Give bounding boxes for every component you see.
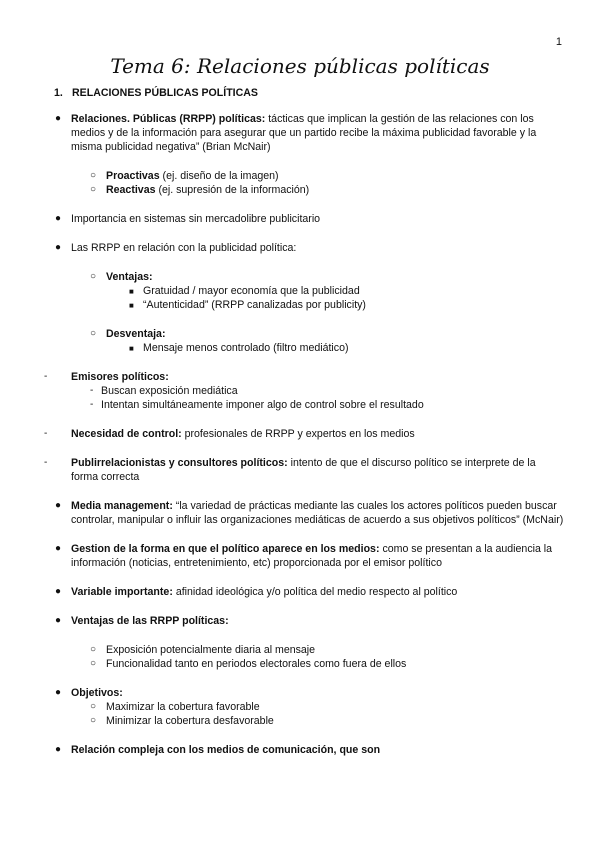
- sub-bullet: [54, 700, 564, 714]
- bullet-rrpp-definition: [54, 112, 564, 154]
- circle-bullet-icon: ○: [90, 644, 97, 655]
- disc-bullet-icon: ●: [55, 586, 62, 597]
- dash-bullet-icon: -: [44, 371, 48, 382]
- term: Objetivos:: [71, 687, 123, 699]
- bullet-text: Funcionalidad tanto en periodos electorales como fuera de ellos: [106, 658, 407, 670]
- circle-bullet-icon: ○: [90, 328, 97, 339]
- bullet-text: Maximizar la cobertura favorable: [106, 701, 260, 713]
- term: Emisores políticos:: [71, 371, 169, 383]
- bullet-importancia: [54, 212, 564, 226]
- term: Relación compleja con los medios de comunicación, que son: [71, 744, 381, 756]
- disc-bullet-icon: ●: [55, 687, 62, 698]
- bullet-objetivos: [54, 686, 564, 700]
- bullet-text: profesionales de RRPP y expertos en los medios: [184, 428, 415, 440]
- term: Necesidad de control:: [71, 428, 182, 440]
- bullet-text: como se presentan a la audiencia la información (noticias, entretenimiento, etc) proporcionada por el emisor político: [71, 543, 553, 569]
- sub-sub-bullet: [54, 298, 564, 312]
- bullet-text: Exposición potencialmente diaria al mensaje: [106, 644, 316, 656]
- sub-sub-bullet: [54, 284, 564, 298]
- dash-item-publirrelacionistas: [44, 456, 564, 484]
- circle-bullet-icon: ○: [90, 715, 97, 726]
- term: Proactivas: [106, 170, 160, 182]
- bullet-gestion: [54, 542, 564, 570]
- sub-bullet: [54, 714, 564, 728]
- dash-item-emisores: [44, 370, 564, 384]
- bullet-ventajas-rrpp: [54, 614, 564, 628]
- bullet-relacion-compleja: [54, 743, 564, 757]
- bullet-text: Intentan simultáneamente imponer algo de control sobre el resultado: [101, 399, 424, 411]
- document-body: [44, 86, 564, 757]
- bullet-relacion-publicidad: [54, 241, 564, 255]
- bullet-text: afinidad ideológica y/o política del medio respecto al político: [175, 586, 458, 598]
- section-heading: [54, 86, 564, 100]
- sub-bullet-reactivas: [54, 183, 564, 197]
- sub-bullet: [54, 657, 564, 671]
- bullet-text: Minimizar la cobertura desfavorable: [106, 715, 274, 727]
- bullet-text: Gratuidad / mayor economía que la publicidad: [143, 285, 360, 297]
- bullet-media-management: [54, 499, 564, 527]
- disc-bullet-icon: ●: [55, 500, 62, 511]
- disc-bullet-icon: ●: [55, 744, 62, 755]
- bullet-text: Las RRPP en relación con la publicidad política:: [71, 242, 297, 254]
- bullet-text: Mensaje menos controlado (filtro mediático): [143, 342, 349, 354]
- bullet-variable: [54, 585, 564, 599]
- dash-bullet-icon: -: [44, 457, 48, 468]
- detail-text: (ej. supresión de la información): [158, 184, 310, 196]
- term: Media management:: [71, 500, 173, 512]
- term: Reactivas: [106, 184, 156, 196]
- term: Ventajas:: [106, 271, 153, 283]
- dash-bullet-icon: -: [44, 428, 48, 439]
- square-bullet-icon: ■: [129, 344, 134, 353]
- bullet-text: Importancia en sistemas sin mercadolibre publicitario: [71, 213, 321, 225]
- definition-text: tácticas que implican la gestión de las relaciones con los medios y de la información para asegurar que un partido recibe la máxima publicidad favorable y la misma publicidad negativa” (Brian McNair): [71, 113, 537, 153]
- detail-text: (ej. diseño de la imagen): [162, 170, 279, 182]
- circle-bullet-icon: ○: [90, 184, 97, 195]
- page-number: 1: [555, 36, 562, 48]
- bullet-text: intento de que el discurso político se interprete de la forma correcta: [71, 457, 536, 483]
- sub-bullet: [54, 643, 564, 657]
- dash-sub-item: [54, 384, 564, 398]
- sub-bullet-desventaja: [54, 327, 564, 341]
- dash-bullet-icon: -: [90, 385, 94, 396]
- dash-sub-item: [54, 398, 564, 412]
- square-bullet-icon: ■: [129, 287, 134, 296]
- term: Ventajas de las RRPP políticas:: [71, 615, 229, 627]
- disc-bullet-icon: ●: [55, 242, 62, 253]
- bullet-text: Buscan exposición mediática: [101, 385, 238, 397]
- sub-bullet-ventajas: [54, 270, 564, 284]
- disc-bullet-icon: ●: [55, 213, 62, 224]
- dash-item-necesidad: [44, 427, 564, 441]
- circle-bullet-icon: ○: [90, 658, 97, 669]
- sub-bullet-proactivas: [54, 169, 564, 183]
- circle-bullet-icon: ○: [90, 701, 97, 712]
- term: Desventaja:: [106, 328, 166, 340]
- term: Relaciones. Públicas (RRPP) políticas:: [71, 113, 266, 125]
- square-bullet-icon: ■: [129, 301, 134, 310]
- circle-bullet-icon: ○: [90, 170, 97, 181]
- term: Publirrelacionistas y consultores políticos:: [71, 457, 288, 469]
- definition-text: “la variedad de prácticas mediante las cuales los actores políticos pueden buscar controlar, manipular o influir las organizaciones mediáticas de acuerdo a sus objetivos políticos” (McNair): [71, 500, 564, 526]
- dash-bullet-icon: -: [90, 399, 94, 410]
- bullet-text: “Autenticidad” (RRPP canalizadas por publicity): [143, 299, 366, 311]
- circle-bullet-icon: ○: [90, 271, 97, 282]
- section-number: 1.: [54, 87, 63, 99]
- section-title: RELACIONES PÚBLICAS POLÍTICAS: [72, 87, 258, 99]
- disc-bullet-icon: ●: [55, 543, 62, 554]
- disc-bullet-icon: ●: [55, 113, 62, 124]
- term: Gestion de la forma en que el político aparece en los medios:: [71, 543, 380, 555]
- disc-bullet-icon: ●: [55, 615, 62, 626]
- document-title: Tema 6: Relaciones públicas políticas: [110, 54, 490, 78]
- term: Variable importante:: [71, 586, 173, 598]
- sub-sub-bullet: [54, 341, 564, 355]
